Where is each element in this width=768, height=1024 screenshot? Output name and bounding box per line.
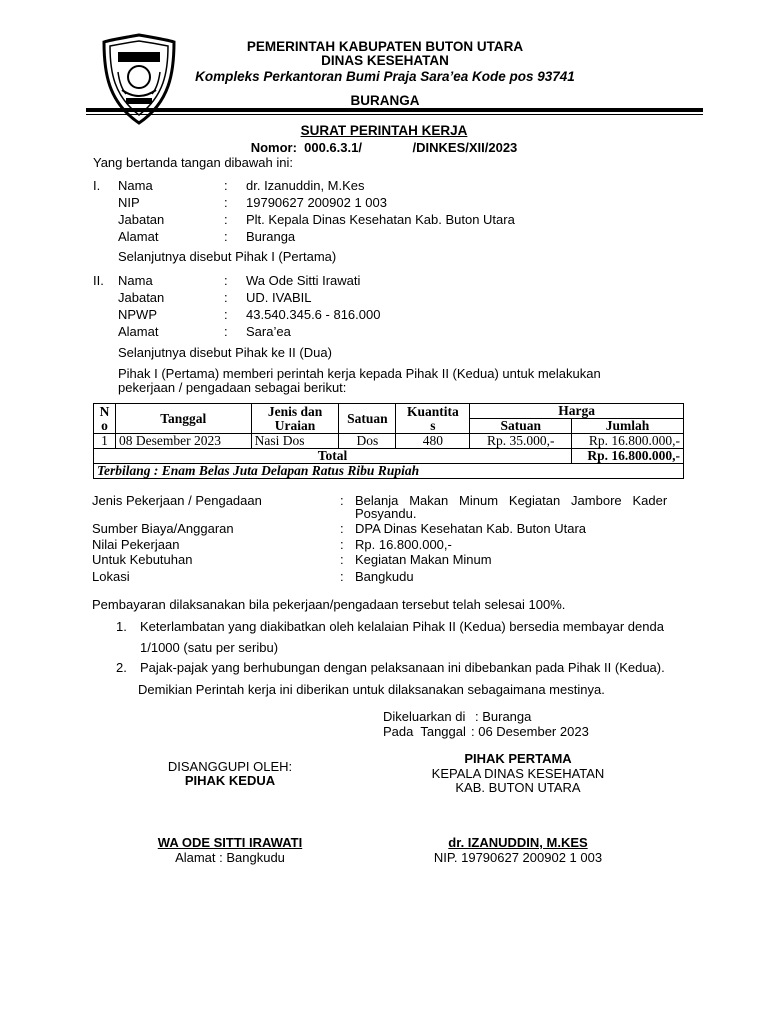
party1-name-colon: : <box>224 178 228 193</box>
party2-note: Selanjutnya disebut Pihak ke II (Dua) <box>118 345 332 360</box>
order-text-line1: Pihak I (Pertama) memberi perintah kerja kepada Pihak II (Kedua) untuk melakukan <box>118 366 601 381</box>
party2-name-colon: : <box>224 273 228 288</box>
item-2-line1: Pajak-pajak yang berhubungan dengan pelaksanaan ini dibebankan pada Pihak II (Kedua). <box>140 660 665 675</box>
party1-address-value: Buranga <box>246 229 296 244</box>
issued-place-label: Dikeluarkan di <box>383 709 466 724</box>
party1-numeral: I. <box>93 178 101 193</box>
party2-position-colon: : <box>224 290 228 305</box>
cell-harga-satuan: Rp. 35.000,- <box>470 434 572 449</box>
party2-position-value: UD. IVABIL <box>246 290 312 305</box>
party2-npwp-value: 43.540.345.6 - 816.000 <box>246 307 381 322</box>
party1-position-value: Plt. Kepala Dinas Kesehatan Kab. Buton Utara <box>246 212 515 227</box>
header-harga: Harga <box>470 404 684 419</box>
item-2-number: 2. <box>116 660 127 675</box>
detail-sumber-colon: : <box>340 521 344 536</box>
document-number: Nomor: 000.6.3.1/ /DINKES/XII/2023 <box>250 140 518 155</box>
header-divider-thin <box>86 114 703 115</box>
table-terbilang-row <box>94 464 684 479</box>
cell-kuantitas: 480 <box>396 434 470 449</box>
header-department: DINAS KESEHATAN <box>321 53 449 68</box>
detail-kebutuhan-colon: : <box>340 552 344 567</box>
detail-jenis-value-line2: Posyandu. <box>355 506 417 521</box>
issued-date-value: : 06 Desember 2023 <box>471 724 589 739</box>
party1-position-label: Jabatan <box>118 212 165 227</box>
right-sig-line1: PIHAK PERTAMA <box>464 751 572 766</box>
party1-name-label: Nama <box>118 178 153 193</box>
detail-jenis-label: Jenis Pekerjaan / Pengadaan <box>92 493 262 508</box>
item-1-line1: Keterlambatan yang diakibatkan oleh kelalaian Pihak II (Kedua) bersedia membayar denda <box>140 619 664 634</box>
party2-npwp-colon: : <box>224 307 228 322</box>
cell-jumlah: Rp. 16.800.000,- <box>572 434 684 449</box>
party2-name-value: Wa Ode Sitti Irawati <box>246 273 361 288</box>
party1-nip-value: 19790627 200902 1 003 <box>246 195 387 210</box>
party2-numeral: II. <box>93 273 104 288</box>
detail-nilai-colon: : <box>340 537 344 552</box>
header-divider-thick <box>86 108 703 112</box>
order-text-line2: pekerjaan / pengadaan sebagai berikut: <box>118 380 347 395</box>
detail-kebutuhan-label: Untuk Kebutuhan <box>92 552 193 567</box>
party2-npwp-label: NPWP <box>118 307 157 322</box>
table-row <box>94 434 684 449</box>
header-address: Kompleks Perkantoran Bumi Praja Sara’ea Kode pos 93741 <box>195 69 575 84</box>
intro-text: Yang bertanda tangan dibawah ini: <box>93 155 293 170</box>
right-sig-line2: KEPALA DINAS KESEHATAN <box>431 766 605 781</box>
detail-nilai-value: Rp. 16.800.000,- <box>355 537 452 552</box>
party1-position-colon: : <box>224 212 228 227</box>
detail-sumber-value: DPA Dinas Kesehatan Kab. Buton Utara <box>355 521 587 536</box>
party2-address-label: Alamat <box>118 324 159 339</box>
party1-address-colon: : <box>224 229 228 244</box>
issued-place-value: : Buranga <box>475 709 532 724</box>
total-value: Rp. 16.800.000,- <box>572 449 684 464</box>
header-jenis-uraian: Jenis dan Uraian <box>251 404 339 434</box>
cell-jenis: Nasi Dos <box>251 434 339 449</box>
item-1-number: 1. <box>116 619 127 634</box>
party2-address-colon: : <box>224 324 228 339</box>
party2-name-label: Nama <box>118 273 153 288</box>
party1-nip-colon: : <box>224 195 228 210</box>
header-harga-satuan: Satuan <box>470 419 572 434</box>
party1-name-value: dr. Izanuddin, M.Kes <box>246 178 365 193</box>
party2-position-label: Jabatan <box>118 290 165 305</box>
detail-lokasi-label: Lokasi <box>92 569 130 584</box>
document-title: SURAT PERINTAH KERJA <box>300 123 468 138</box>
detail-nilai-label: Nilai Pekerjaan <box>92 537 180 552</box>
party2-address-value: Sara’ea <box>246 324 291 339</box>
item-1-line2: 1/1000 (satu per seribu) <box>140 640 279 655</box>
left-sig-address: Alamat : Bangkudu <box>175 850 285 865</box>
detail-jenis-colon: : <box>340 493 344 508</box>
detail-lokasi-value: Bangkudu <box>355 569 414 584</box>
header-harga-jumlah: Jumlah <box>572 419 684 434</box>
header-satuan: Satuan <box>339 404 396 434</box>
amount-in-words: Terbilang : Enam Belas Juta Delapan Ratus Ribu Rupiah <box>94 464 684 479</box>
party1-note: Selanjutnya disebut Pihak I (Pertama) <box>118 249 337 264</box>
detail-kebutuhan-value: Kegiatan Makan Minum <box>355 552 492 567</box>
price-table <box>93 403 684 479</box>
detail-lokasi-colon: : <box>340 569 344 584</box>
header-tanggal: Tanggal <box>115 404 251 434</box>
table-total-row <box>94 449 684 464</box>
left-sig-line2: PIHAK KEDUA <box>184 773 276 788</box>
party1-address-label: Alamat <box>118 229 159 244</box>
cell-no: 1 <box>94 434 116 449</box>
right-sig-nip: NIP. 19790627 200902 1 003 <box>433 850 603 865</box>
table-header-row-1 <box>94 404 684 419</box>
total-label: Total <box>94 449 572 464</box>
right-sig-line3: KAB. BUTON UTARA <box>455 780 581 795</box>
left-sig-line1: DISANGGUPI OLEH: <box>167 759 293 774</box>
party1-nip-label: NIP <box>118 195 140 210</box>
left-sig-name: WA ODE SITTI IRAWATI <box>157 835 303 850</box>
closing-text: Demikian Perintah kerja ini diberikan untuk dilaksanakan sebagaimana mestinya. <box>138 682 605 697</box>
issued-date-label: Pada Tanggal <box>383 724 466 739</box>
cell-satuan: Dos <box>339 434 396 449</box>
header-kuantitas: Kuantita s <box>396 404 470 434</box>
detail-sumber-label: Sumber Biaya/Anggaran <box>92 521 234 536</box>
header-no: N o <box>94 404 116 434</box>
detail-jenis-value: Belanja Makan Minum Kegiatan Jambore Kader <box>355 493 668 508</box>
header-city: BURANGA <box>350 93 420 108</box>
payment-text: Pembayaran dilaksanakan bila pekerjaan/pengadaan tersebut telah selesai 100%. <box>92 597 566 612</box>
header-government: PEMERINTAH KABUPATEN BUTON UTARA <box>246 39 524 54</box>
right-sig-name: dr. IZANUDDIN, M.KES <box>448 835 588 850</box>
cell-tanggal: 08 Desember 2023 <box>115 434 251 449</box>
